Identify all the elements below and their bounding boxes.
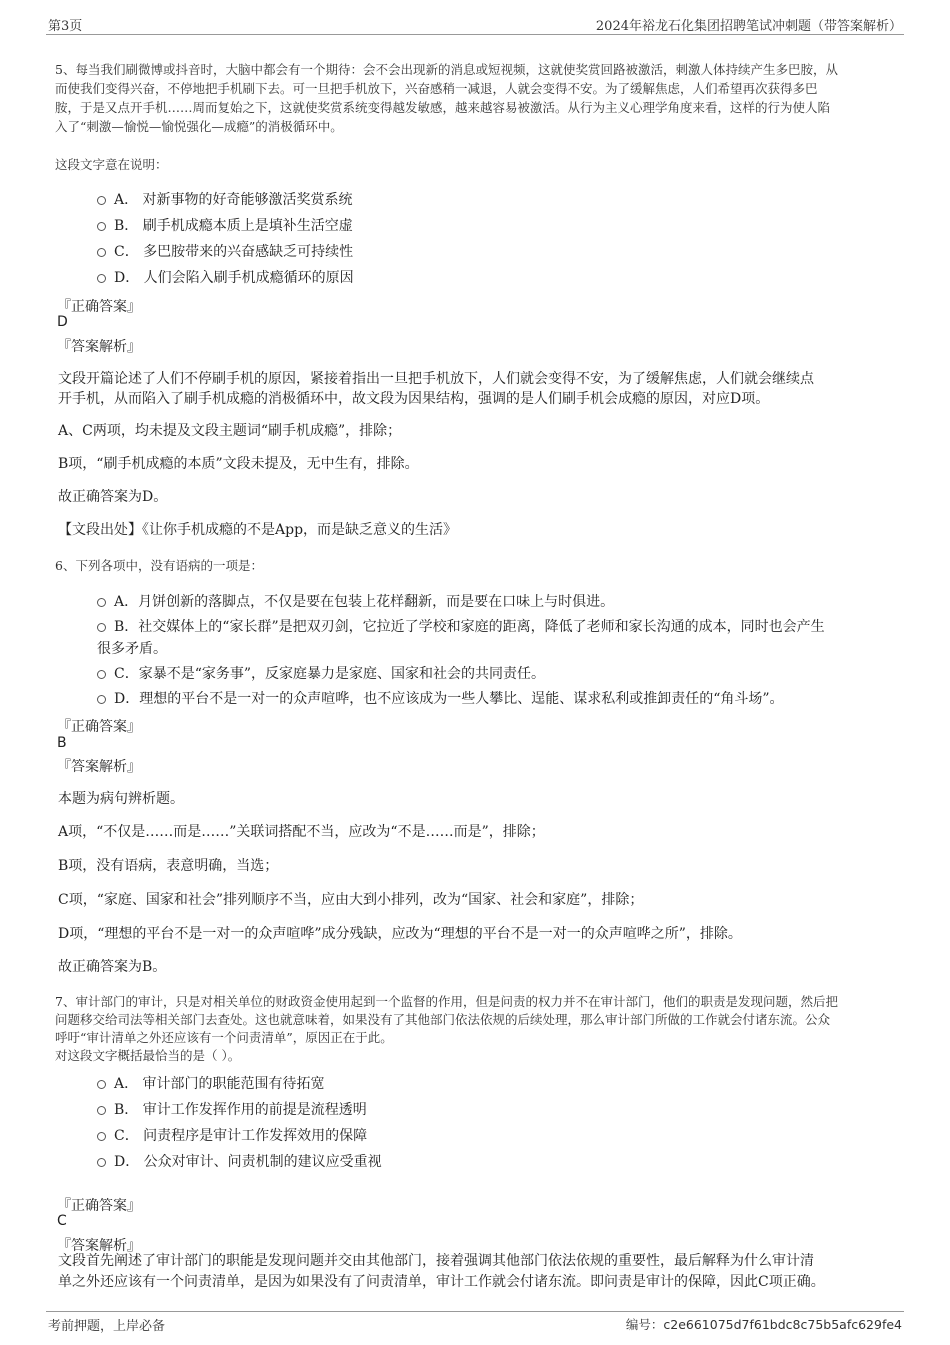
q5-option-b[interactable]: B． 刷手机成瘾本质上是填补生活空虚	[97, 215, 354, 237]
q6-analysis-para: B项，没有语病，表意明确，当选；	[58, 858, 279, 874]
radio-icon[interactable]	[97, 222, 106, 231]
q7-analysis-label: 『答案解析』	[57, 1238, 141, 1254]
q5-analysis-para: 故正确答案为D。	[58, 489, 168, 505]
q6-option-d[interactable]: D．理想的平台不是一对一的众声喧哗，也不应该成为一些人攀比、逞能、谋求私利或推卸责任的“角斗场”。	[97, 688, 897, 710]
radio-icon[interactable]	[97, 598, 106, 607]
q7-option-c[interactable]: C． 问责程序是审计工作发挥效用的保障	[97, 1125, 382, 1147]
q7-stem-line: 7、审计部门的审计，只是对相关单位的财政资金使用起到一个监督的作用，但是问责的权力并不在审计部门，他们的职责是发现问题，然后把	[55, 994, 838, 1009]
q7-answer-label: 『正确答案』	[57, 1198, 141, 1214]
q5-option-d[interactable]: D． 人们会陷入刷手机成瘾循环的原因	[97, 267, 354, 289]
radio-icon[interactable]	[97, 274, 106, 283]
q5-answer-label: 『正确答案』	[57, 299, 141, 315]
q5-stem-line: 5、每当我们刷微博或抖音时，大脑中都会有一个期待：会不会出现新的消息或短视频，这就使奖赏回路被激活，刺激人体持续产生多巴胺，从	[55, 62, 838, 77]
radio-icon[interactable]	[97, 695, 106, 704]
q6-analysis-label: 『答案解析』	[57, 759, 141, 775]
q6-answer-label: 『正确答案』	[57, 719, 141, 735]
document-code: 编号：c2e661075d7f61bdc8c75b5afc629fe4	[625, 1317, 902, 1332]
page-number: 第3页	[48, 19, 83, 34]
q7-analysis-para: 文段首先阐述了审计部门的职能是发现问题并交由其他部门，接着强调其他部门依法依规的重要性，最后解释为什么审计清 单之外还应该有一个问责清单，是因为如果没有了问责清单，审计工作就会付诸东流。即问责是审计的保障，因此C项正确。	[58, 1253, 825, 1290]
q5-answer: D	[57, 314, 68, 330]
q5-stem-line: 而使我们变得兴奋，不停地把手机刷下去。可一旦把手机放下，兴奋感稍一减退，人就会变得不安。为了缓解焦虑，人们希望再次获得多巴	[55, 81, 818, 96]
q5-stem	[55, 60, 905, 136]
q6-option-a[interactable]: A．月饼创新的落脚点，不仅是要在包装上花样翻新，而是要在口味上与时俱进。	[97, 591, 897, 613]
footer-slogan: 考前押题，上岸必备	[48, 1319, 166, 1334]
q5-stem-line: 入了“刺激—愉悦—愉悦强化—成瘾”的消极循环中。	[55, 119, 343, 134]
radio-icon[interactable]	[97, 196, 106, 205]
radio-icon[interactable]	[97, 248, 106, 257]
q6-answer: B	[57, 735, 67, 751]
q5-analysis-label: 『答案解析』	[57, 339, 141, 355]
q7-stem-line: 问题移交给司法等相关部门去查处。这也就意味着，如果没有了其他部门依法依规的后续处理，那么审计部门所做的工作就会付诸东流。公众	[55, 1012, 831, 1027]
q5-analysis-para: A、C两项，均未提及文段主题词“刷手机成瘾”，排除；	[58, 423, 402, 439]
q7-options	[97, 1073, 382, 1173]
q6-analysis-para: 故正确答案为B。	[58, 959, 167, 975]
q7-stem-line: 呼吁“审计清单之外还应该有一个问责清单”，原因正在于此。	[55, 1030, 393, 1045]
q6-analysis-para: D项，“理想的平台不是一对一的众声喧哗”成分残缺，应改为“理想的平台不是一对一的众声喧哗之所”，排除。	[58, 926, 742, 942]
q7-answer: C	[57, 1213, 67, 1229]
radio-icon[interactable]	[97, 1080, 106, 1089]
radio-icon[interactable]	[97, 670, 106, 679]
q5-option-c[interactable]: C． 多巴胺带来的兴奋感缺乏可持续性	[97, 241, 354, 263]
radio-icon[interactable]	[97, 1158, 106, 1167]
page-header	[46, 14, 904, 35]
q7-option-d[interactable]: D． 公众对审计、问责机制的建议应受重视	[97, 1151, 382, 1173]
q6-analysis-para: A项，“不仅是……而是……”关联词搭配不当，应改为“不是……而是”，排除；	[58, 824, 545, 840]
q7-stem	[55, 993, 905, 1065]
radio-icon[interactable]	[97, 623, 106, 632]
q7-option-b[interactable]: B． 审计工作发挥作用的前提是流程透明	[97, 1099, 382, 1121]
radio-icon[interactable]	[97, 1106, 106, 1115]
document-title: 2024年裕龙石化集团招聘笔试冲刺题（带答案解析）	[595, 19, 902, 34]
q5-option-a[interactable]: A． 对新事物的好奇能够激活奖赏系统	[97, 189, 354, 211]
q6-options	[97, 591, 897, 710]
q7-option-a[interactable]: A． 审计部门的职能范围有待拓宽	[97, 1073, 382, 1095]
q6-analysis-para: 本题为病句辨析题。	[58, 791, 184, 807]
q6-analysis-para: C项，“家庭、国家和社会”排列顺序不当，应由大到小排列，改为“国家、社会和家庭”，排除；	[58, 892, 644, 908]
radio-icon[interactable]	[97, 1132, 106, 1141]
q5-options	[97, 189, 354, 289]
q6-option-c[interactable]: C．家暴不是“家务事”，反家庭暴力是家庭、国家和社会的共同责任。	[97, 663, 897, 685]
page-footer	[46, 1311, 904, 1334]
q5-analysis-para: B项，“刷手机成瘾的本质”文段未提及，无中生有，排除。	[58, 456, 419, 472]
q6-prompt: 6、下列各项中，没有语病的一项是：	[55, 558, 263, 573]
q5-stem-line: 胺，于是又点开手机……周而复始之下，这就使奖赏系统变得越发敏感，越来越容易被激活。从行为主义心理学角度来看，这样的行为使人陷	[55, 100, 831, 115]
q5-source: 【文段出处】《让你手机成瘾的不是App，而是缺乏意义的生活》	[58, 522, 458, 538]
q5-analysis-para: 文段开篇论述了人们不停刷手机的原因，紧接着指出一旦把手机放下，人们就会变得不安，为了缓解焦虑，人们就会继续点 开手机，从而陷入了刷手机成瘾的消极循环中，故文段为因果结构，强调的是人们刷手机会成瘾的原因，对应D项。	[58, 371, 814, 407]
q7-stem-line: 对这段文字概括最恰当的是（ ）。	[55, 1048, 241, 1063]
q5-prompt: 这段文字意在说明：	[55, 157, 168, 172]
q6-option-b[interactable]: B．社交媒体上的“家长群”是把双刃剑，它拉近了学校和家庭的距离，降低了老师和家长沟通的成本，同时也会产生 很多矛盾。	[97, 619, 825, 657]
